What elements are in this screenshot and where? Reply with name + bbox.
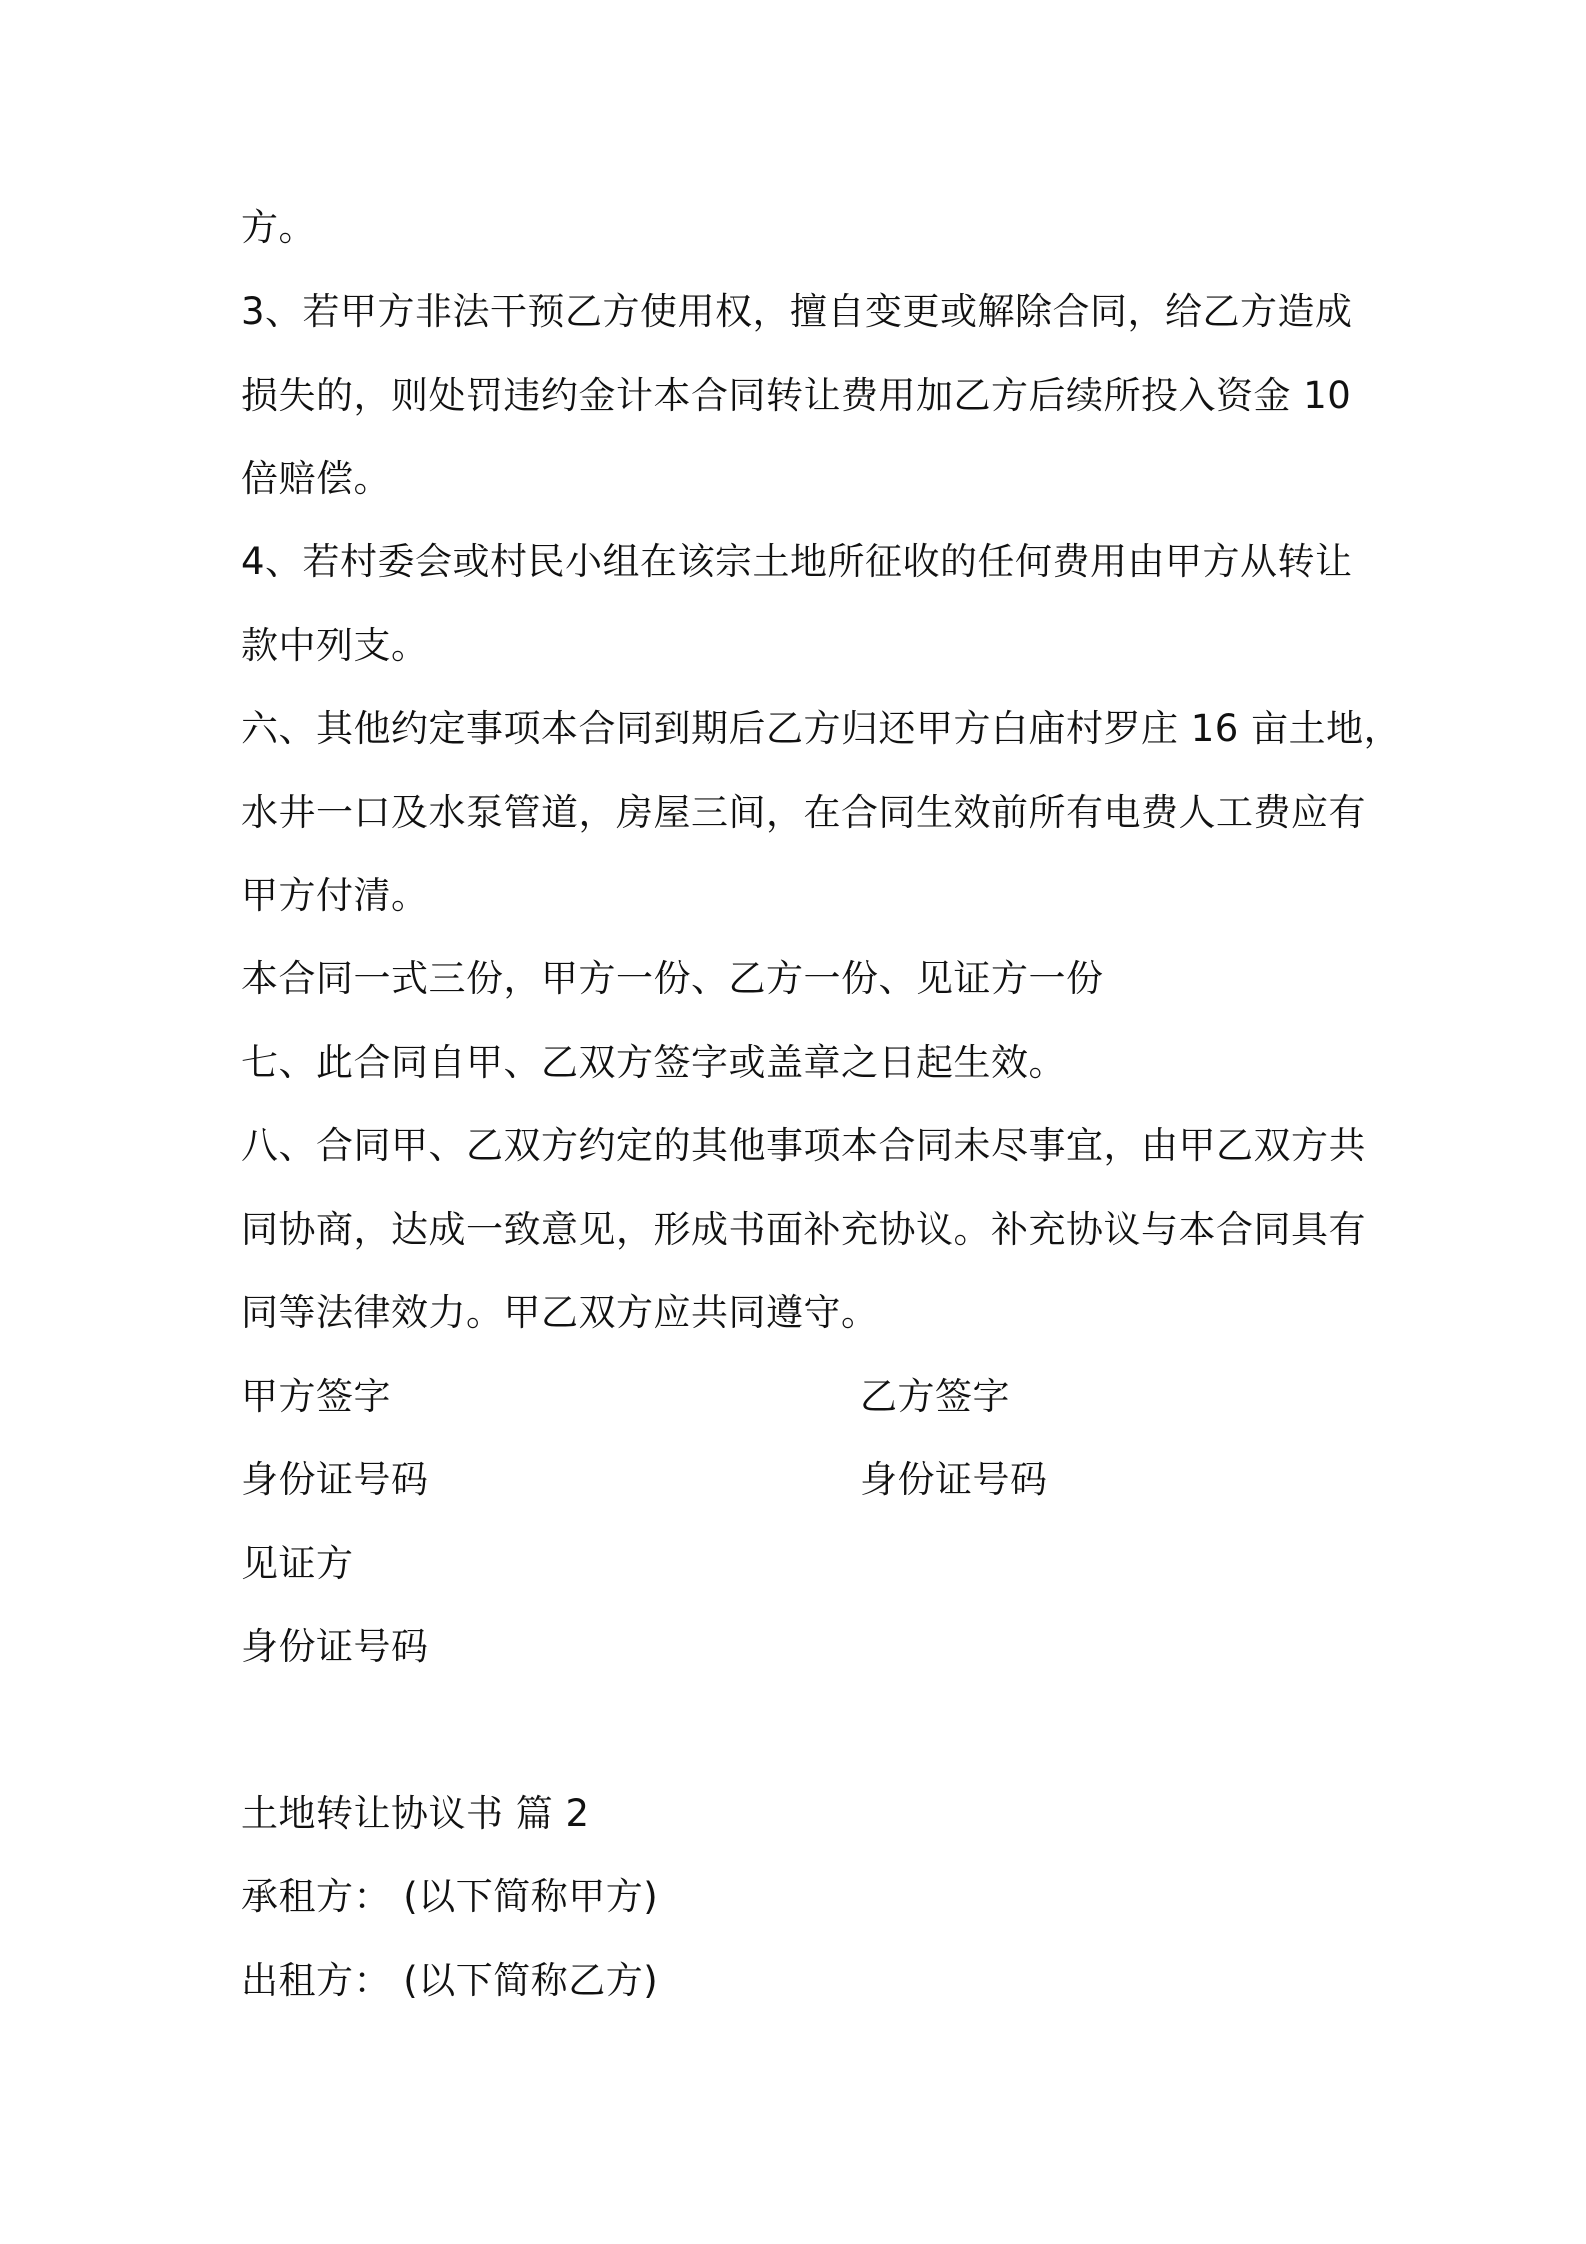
- witness-id-label: 身份证号码: [241, 1625, 429, 1668]
- text-line: 倍赔偿。: [241, 457, 391, 500]
- text-line: 款中列支。: [241, 624, 429, 667]
- text-line: 八、合同甲、乙双方约定的其他事项本合同未尽事宜，由甲乙双方共: [241, 1124, 1366, 1167]
- text-line: 4、若村委会或村民小组在该宗土地所征收的任何费用由甲方从转让: [241, 540, 1353, 583]
- section-title: 土地转让协议书 篇 2: [241, 1792, 590, 1835]
- party-a-id-label: 身份证号码: [241, 1458, 429, 1501]
- text-line: 水井一口及水泵管道，房屋三间，在合同生效前所有电费人工费应有: [241, 791, 1366, 834]
- party-b-signature-label: 乙方签字: [860, 1375, 1010, 1418]
- text-line: 七、此合同自甲、乙双方签字或盖章之日起生效。: [241, 1041, 1066, 1084]
- text-line: 损失的，则处罚违约金计本合同转让费用加乙方后续所投入资金 10: [241, 374, 1352, 417]
- text-line: 同等法律效力。甲乙双方应共同遵守。: [241, 1291, 879, 1334]
- text-line: 同协商，达成一致意见，形成书面补充协议。补充协议与本合同具有: [241, 1208, 1366, 1251]
- text-line: 3、若甲方非法干预乙方使用权，擅自变更或解除合同，给乙方造成: [241, 290, 1353, 333]
- text-line: 方。: [241, 206, 316, 249]
- lessor-line: 出租方： (以下简称乙方): [241, 1959, 659, 2002]
- text-line: 六、其他约定事项本合同到期后乙方归还甲方白庙村罗庄 16 亩土地，: [241, 707, 1402, 750]
- text-line: 本合同一式三份，甲方一份、乙方一份、见证方一份: [241, 957, 1104, 1000]
- party-a-signature-label: 甲方签字: [241, 1375, 391, 1418]
- text-line: 甲方付清。: [241, 874, 429, 917]
- witness-label: 见证方: [241, 1542, 354, 1585]
- lessee-line: 承租方： (以下简称甲方): [241, 1875, 659, 1918]
- party-b-id-label: 身份证号码: [860, 1458, 1048, 1501]
